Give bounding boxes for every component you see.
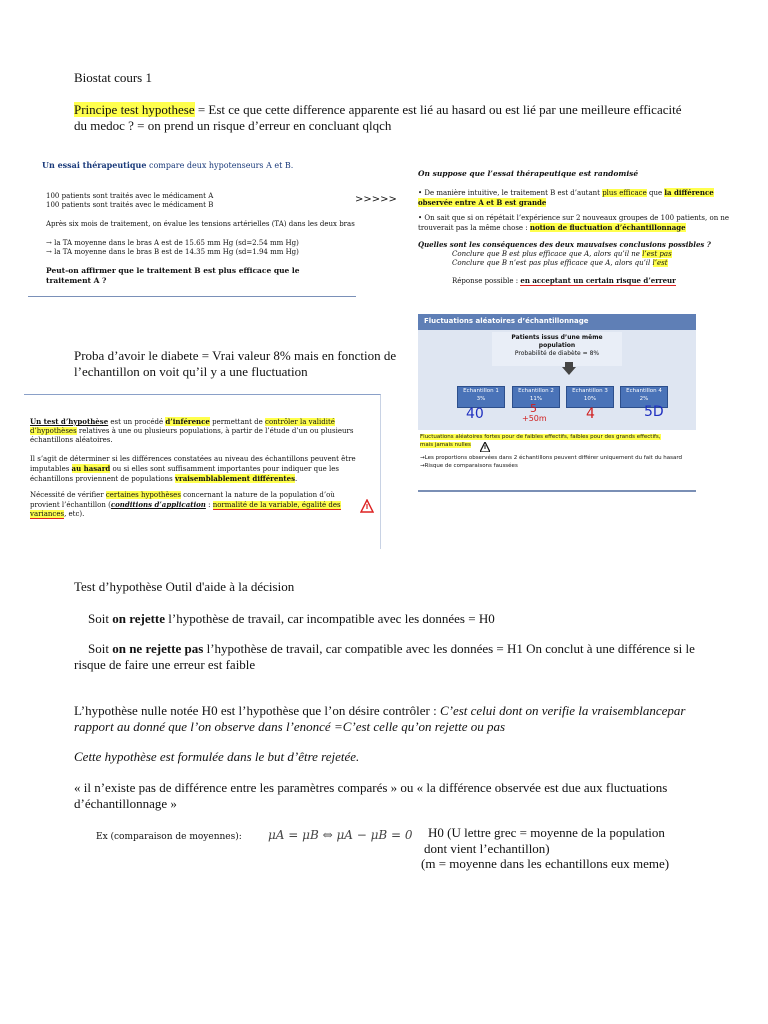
randomise-image (416, 166, 746, 290)
sample-box-4: Echantillon 4 2% (620, 386, 668, 408)
img3-note1: Fluctuations aléatoires fortes pour de faibles effectifs, faibles pour des grands effectifs, mais jamais nulles (420, 434, 661, 448)
hand-note-extra: +50m (522, 414, 547, 423)
page-title: Biostat cours 1 (74, 70, 152, 85)
img1-line4: → la TA moyenne dans le bras A est de 15.65 mm Hg (sd=2.54 mm Hg) (46, 239, 299, 247)
img3-note3: →Risque de comparaisons faussées (420, 463, 518, 469)
red-warning-icon (360, 499, 374, 513)
h0-paragraph: L’hypothèse nulle notée H0 est l’hypothèse que l’on désire contrôler : C’est celui dont on verifie la vraisemblancepar rapport au donné que l’on observe dans l’enoncé =C’est celle qu’on rejette ou pas (74, 703, 686, 734)
fluctuations-image (418, 314, 696, 492)
principe-label: Principe test hypothese (74, 102, 195, 117)
formula-image (90, 824, 414, 850)
img2-suppose: On suppose que l’essai thérapeutique est randomisé (418, 169, 639, 178)
img1-line5: → la TA moyenne dans le bras B est de 14.35 mm Hg (sd=1.94 mm Hg) (46, 248, 299, 256)
h0def-line3: (m = moyenne dans les echantillons eux meme) (421, 856, 670, 871)
img3-pop1: Patients issus d’une même (511, 334, 603, 341)
test-hypothese-title: Test d’hypothèse Outil d'aide à la décision (74, 579, 295, 594)
sample-box-3: Echantillon 3 10% (566, 386, 614, 408)
warning-icon (480, 442, 490, 452)
img2-reponse: Réponse possible : en acceptant un certain risque d’erreur (452, 276, 676, 285)
img4-paragraph3: Nécessité de vérifier certaines hypothèses concernant la nature de la population d’où provient l’échantillon (conditions d’application : normalité de la variable, égalité des variances, etc). (30, 491, 341, 518)
down-arrow-icon (562, 362, 576, 376)
img3-pop3: Probabilité de diabète = 8% (514, 350, 600, 357)
img5-label: Ex (comparaison de moyennes): (96, 832, 242, 842)
img1-divider (28, 296, 356, 297)
hand-note-4: 5D (644, 404, 664, 420)
rejette-paragraph: Soit on rejette l’hypothèse de travail, car incompatible avec les données = H0 (88, 611, 495, 626)
img5-formula: μA = μB ⇔ μA − μB = 0 (268, 828, 413, 842)
img3-note2: →Les proportions observées dans 2 échantillons peuvent différer uniquement du fait du hasard (420, 455, 683, 461)
sample-box-1: Echantillon 1 3% (457, 386, 505, 408)
img1-question: Peut-on affirmer que le traitement B est plus efficace que le traitement A ? (46, 266, 300, 285)
test-hypothese-image (24, 394, 381, 549)
essai-therapeutique-image (28, 156, 358, 300)
arrows-text: >>>>> (355, 194, 397, 205)
img1-line2: 100 patients sont traités avec le médicament B (46, 201, 214, 209)
proba-paragraph: Proba d’avoir le diabete = Vrai valeur 8% mais en fonction de l’echantillon on voit qu’il y a une fluctuation (74, 348, 397, 379)
sample-box-2: Echantillon 2 11% (512, 386, 560, 408)
img1-line3: Après six mois de traitement, on évalue les tensions artérielles (TA) dans les deux bras (46, 220, 355, 228)
hand-note-3: 4 (586, 406, 595, 422)
formulee-paragraph: Cette hypothèse est formulée dans le but d’être rejetée. (74, 749, 360, 764)
img3-bottom-border (418, 490, 696, 492)
hand-note-2: 5 (530, 402, 537, 415)
quote-paragraph: « il n’existe pas de différence entre les paramètres comparés » ou « la différence observée est due aux fluctuations d’échantillonnage » (74, 780, 668, 811)
ne-rejette-paragraph: Soit on ne rejette pas l’hypothèse de travail, car compatible avec les données = H1 On conclut à une différence si le risque de faire une erreur est faible (74, 641, 695, 672)
img4-paragraph2: Il s’agit de déterminer si les différences constatées au niveau des échantillons peuvent être imputables au hasard ou si elles sont suffisamment importantes pour indiquer que les échantillons proviennent de populations vraisemblablement différentes. (30, 455, 356, 483)
img1-line1: 100 patients sont traités avec le médicament A (46, 192, 214, 200)
img2-question: Quelles sont les conséquences des deux mauvaises conclusions possibles ? (418, 240, 711, 249)
img2-bullet2: • On sait que si on répétait l’expérience sur 2 nouveaux groupes de 100 patients, on ne trouverait pas la même chose : notion de fluctuation d’échantillonnage (418, 214, 730, 232)
hand-note-1: 40 (466, 406, 484, 422)
img3-header: Fluctuations aléatoires d’échantillonnage (424, 317, 589, 325)
principe-text: = Est ce que cette difference apparente est lié au hasard ou est lié par une meilleure efficacité du medoc ? = on prend un risque d’erreur en concluant qlqch (74, 102, 682, 133)
img1-title-a: Un essai thérapeutique (42, 160, 147, 170)
h0def-line2: dont vient l’echantillon) (424, 841, 550, 856)
img2-conclusion1: Conclure que B est plus efficace que A, alors qu’il ne l’est pas (452, 250, 672, 258)
h0def-line1: H0 (U lettre grec = moyenne de la population (428, 825, 665, 840)
img4-paragraph1: Un test d’hypothèse est un procédé d’inférence permettant de contrôler la validité d’hypothèses relatives à une ou plusieurs populations, à partir de l’étude d’un ou plusieurs échantillons aléatoires. (30, 417, 354, 444)
img1-title-b: compare deux hypotenseurs A et B. (146, 161, 294, 170)
img3-pop2: population (538, 342, 576, 349)
img2-bullet1: • De manière intuitive, le traitement B est d’autant plus efficace que la différence observée entre A et B est grande (418, 188, 714, 207)
principe-paragraph (74, 102, 694, 134)
img2-conclusion2: Conclure que B n’est pas plus efficace que A, alors qu’il l’est (452, 259, 668, 267)
